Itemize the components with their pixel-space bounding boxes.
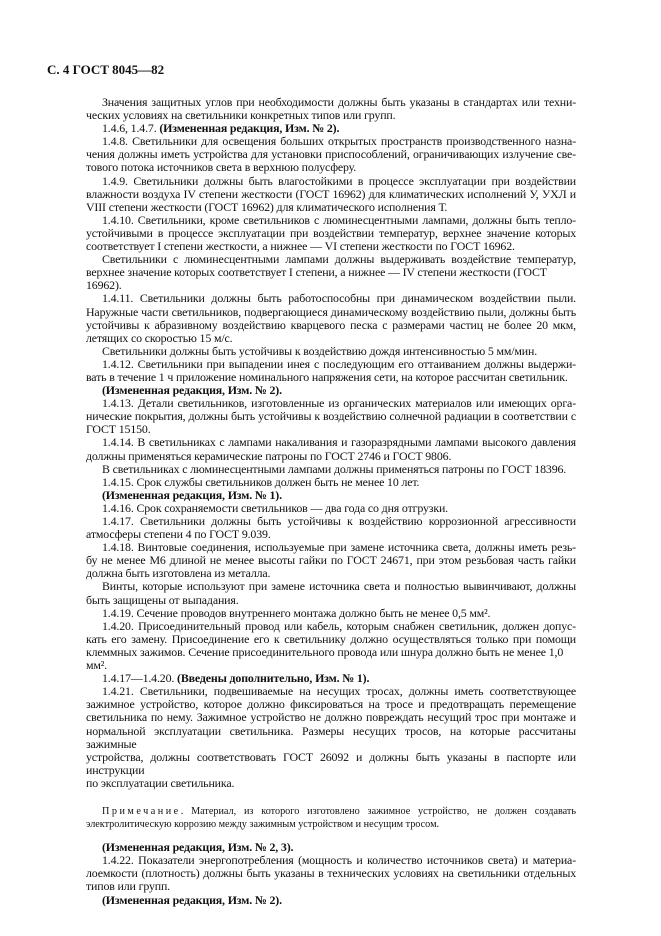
line-text: устройства, должны соответствовать ГОСТ 26092 и должны быть указаны в паспорте или инструкции (86, 749, 576, 777)
line-text: Светильники с люминесцентными лампами должны выдерживать воздействие температур, (102, 252, 576, 267)
line-text: 1.4.10. Светильники, кроме светильников с люминесцентными лампами, должны быть тепло- (102, 212, 576, 227)
line-text: 1.4.16. Срок сохраняемости светильников — два года со дня отгрузки. (102, 500, 448, 515)
line-text: вать в течение 1 ч приложение номинального напряжения сети, на которое рассчитан светильник. (86, 369, 568, 384)
line-text: Наружные части светильников, подвергающиеся динамическому воздействию пыли, должны быть (86, 304, 576, 319)
line-text: Винты, которые используют при замене источника света и полностью вывинчивают, должны (102, 579, 576, 594)
line-text: атмосферы степени 4 по ГОСТ 9.039. (86, 527, 271, 542)
line-text: лоемкости (плотность) должны быть указаны в технических условиях на светильники отдельных (86, 866, 576, 881)
line-text: зажимное устройство, которое должно фиксироваться на тросе и предотвращать перемещение (86, 697, 576, 712)
line-text: чения должны иметь устройства для установки приспособлений, ограничивающих излучение све- (86, 147, 576, 162)
line-text: клеммных зажимов. Сечение присоединительного провода или шнура должно быть не менее 1,0 мм². (86, 644, 564, 673)
line-text: 1.4.6, 1.4.7. (102, 121, 160, 136)
line-text: VIII степени жесткости (ГОСТ 16962) для климатического исполнения Т. (86, 199, 448, 214)
line-text: нические покрытия, должны быть устойчивы к воздействию солнечной радиации в соответствии с (86, 409, 576, 424)
line-text: летящих со скоростью 15 м/с. (86, 330, 233, 345)
line-text: 1.4.11. Светильники должны быть работоспособны при динамическом воздействии пыли. (102, 291, 576, 306)
line-text: 1.4.17—1.4.20. (102, 671, 178, 686)
line-text: 1.4.8. Светильники для освещения больших открытых пространств производственного назна- (102, 134, 576, 149)
line-text: В светильниках с люминесцентными лампами должны применяться патроны по ГОСТ 18396. (102, 461, 567, 476)
line-text: 1.4.22. Показатели энергопотребления (мощность и количество источников света) и материа- (102, 853, 576, 868)
line-text: светильника по нему. Зажимное устройство не должно повреждать несущий трос при монтаже и (86, 710, 576, 725)
paragraph-line (86, 266, 576, 292)
amendment-note: (Введены дополнительно, Изм. № 1). (177, 671, 370, 686)
line-text: 1.4.9. Светильники должны быть влагостойкими в процессе эксплуатации при воздействии (102, 173, 576, 188)
line-text: Значения защитных углов при необходимости должны быть указаны в стандартах или техни- (102, 95, 576, 109)
note-line: электролитическую коррозию между зажимным устройством и несущим тросом. (86, 819, 440, 831)
page-body (86, 96, 576, 907)
line-text: влажности воздуха IV степени жесткости (ГОСТ 16962) для климатических исполнений У, УХЛ и (86, 186, 576, 201)
line-text: 1.4.19. Сечение проводов внутреннего монтажа должно быть не менее 0,5 мм². (102, 605, 491, 620)
paragraph-line (86, 894, 576, 907)
line-text: 1.4.18. Винтовые соединения, используемые при замене источника света, должны иметь резь- (102, 540, 576, 555)
line-text: должны применяться керамические патроны по ГОСТ 2746 и ГОСТ 9806. (86, 448, 452, 463)
paragraph-line (86, 751, 576, 777)
line-text: устойчивыми в процессе эксплуатации при воздействии температур, верхнее значение которых (86, 225, 576, 240)
amendment-note: (Измененная редакция, Изм. № 2, 3). (102, 840, 294, 855)
tail-text (86, 841, 576, 906)
line-text: 1.4.12. Светильники при выпадении инея с последующим его оттаиванием должны выдержи- (102, 356, 576, 371)
amendment-note: (Измененная редакция, Изм. № 2). (102, 383, 282, 398)
line-text: быть защищены от выпадания. (86, 592, 239, 607)
line-text: типов или групп. (86, 879, 170, 894)
amendment-note: (Измененная редакция, Изм. № 1). (102, 487, 282, 502)
line-text: 1.4.21. Светильники, подвешиваемые на несущих тросах, должны иметь соответствующее (102, 684, 576, 699)
line-text: должна быть изготовлена из металла. (86, 566, 271, 581)
line-text: 1.4.20. Присоединительный провод или кабель, которым снабжен светильник, должен допус- (102, 618, 576, 633)
line-text: ческих условиях на светильники конкретных типов или групп. (86, 108, 396, 123)
amendment-note: (Измененная редакция, Изм. № 2). (102, 892, 282, 907)
line-text: устойчивы к абразивному воздействию кварцевого песка с размерами частиц не более 20 мкм, (86, 317, 576, 332)
line-text: нормальной эксплуатации светильника. Размеры несущих тросов, на которые рассчитаны зажимные (86, 723, 576, 751)
paragraph-line (86, 410, 576, 423)
line-text: бу не менее М6 длиной не менее высоты гайки по ГОСТ 24671, при этом резьбовая часть гайки (86, 553, 576, 568)
note-label: Примечание (102, 805, 181, 817)
line-text: кать его замену. Присоединение его к светильнику должно осуществляться только при помощи (86, 631, 576, 646)
page-header: С. 4 ГОСТ 8045—82 (47, 62, 165, 77)
line-text: ГОСТ 15150. (86, 422, 151, 437)
line-text: по эксплуатации светильника. (86, 775, 235, 790)
paragraph-line (86, 646, 576, 672)
line-text: тового потока источников света в верхнюю полусферу. (86, 160, 357, 175)
amendment-note: (Измененная редакция, Изм. № 2). (159, 121, 340, 136)
line-text: Светильники должны быть устойчивы к воздействию дождя интенсивностью 5 мм/мин. (102, 343, 538, 358)
line-text: 1.4.14. В светильниках с лампами накаливания и газоразрядными лампами высокого давления (102, 435, 576, 450)
paragraph-line (86, 777, 576, 790)
line-text: верхнее значение которых соответствует I степени, а нижнее — IV степени жесткости (ГОСТ 16962). (86, 265, 547, 293)
line-text: 1.4.15. Срок службы светильников должен быть не менее 10 лет. (102, 474, 420, 489)
paragraph-line (86, 725, 576, 751)
note-text: . Материал, из которого изготовлено зажимное устройство, не должен создавать (180, 805, 576, 817)
line-text: 1.4.17. Светильники должны быть устойчивы к воздействию коррозионной агрессивности (102, 514, 576, 528)
note-line (86, 805, 576, 818)
line-text: соответствует I степени жесткости, а нижнее — VI степени жесткости по ГОСТ 16962. (86, 239, 515, 254)
line-text: 1.4.13. Детали светильников, изготовленные из органических материалов или имеющих орга- (102, 396, 576, 411)
note (86, 805, 576, 831)
main-text (86, 96, 576, 790)
